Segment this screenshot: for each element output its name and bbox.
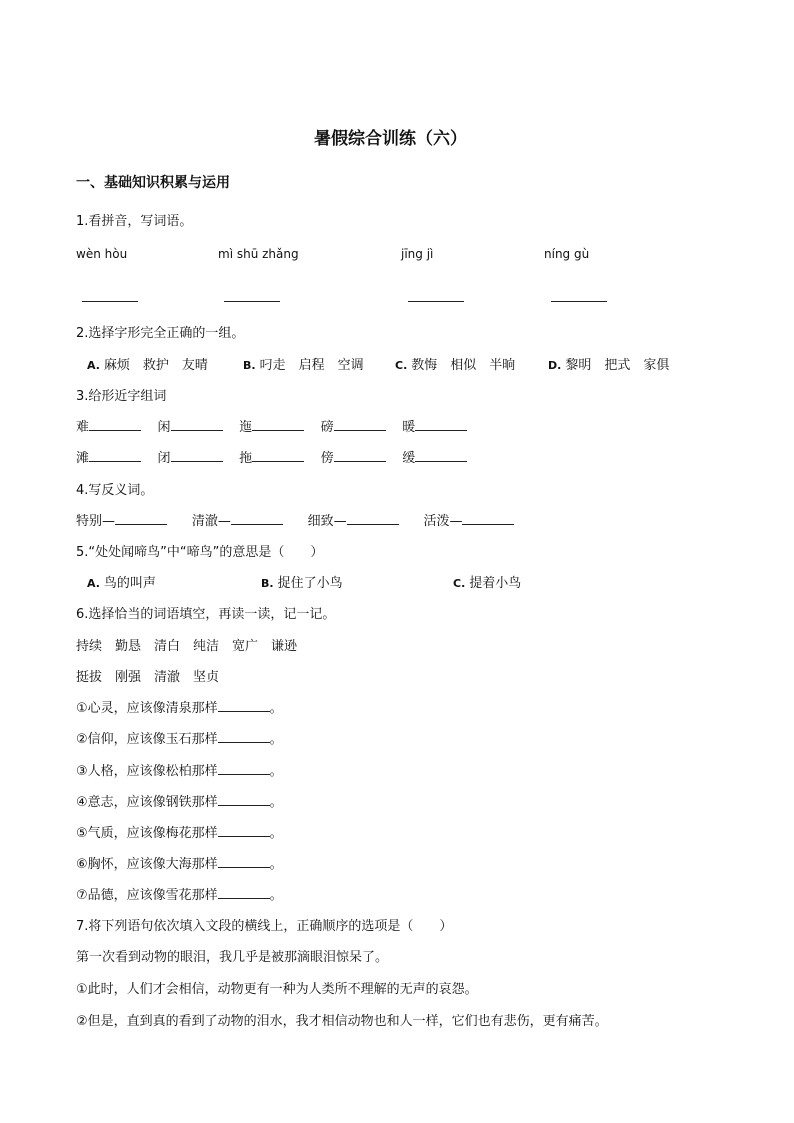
q3-prompt: 3.给形近字组词 [76,389,167,404]
q6-item-4: ④意志，应该像钢铁那样 。 [76,795,283,810]
q2-prompt: 2.选择字形完全正确的一组。 [76,326,245,341]
q3-row-1: 难 闲 迤 磅 暖 [76,416,467,435]
q2-option-b: B. 叼走 启程 空调 [243,358,364,373]
q6-item-6: ⑥胸怀，应该像大海那样 。 [76,857,283,872]
q7-prompt: 7.将下列语句依次填入文段的横线上，正确顺序的选项是（ ） [76,919,453,934]
q6-item-7: ⑦品德，应该像雪花那样 。 [76,888,283,903]
answer-line-1[interactable] [82,301,138,302]
pinyin-1: wèn hòu [76,247,128,261]
answer-line-4[interactable] [551,301,607,302]
q7-sentence-1: ①此时，人们才会相信，动物更有一种为人类所不理解的无声的哀怨。 [76,982,478,997]
q5-option-c: C. 提着小鸟 [453,576,522,591]
q2-option-c: C. 教悔 相似 半晌 [395,358,516,373]
q5-option-b: B. 捉住了小鸟 [261,576,343,591]
q2-option-a: A. 麻烦 救护 友晴 [87,358,208,373]
q6-item-2: ②信仰，应该像玉石那样 。 [76,732,283,747]
pinyin-2: mì shū zhǎng [218,247,299,261]
pinyin-3: jīng jì [401,247,434,261]
q1-prompt: 1.看拼音，写词语。 [76,214,193,229]
q6-word-bank-2: 挺拔 刚强 清澈 坚贞 [76,670,220,685]
answer-line-3[interactable] [408,301,464,302]
q2-option-d: D. 黎明 把式 家俱 [548,358,670,373]
q5-option-a: A. 鸟的叫声 [87,576,156,591]
q6-item-1: ①心灵，应该像清泉那样 。 [76,701,283,716]
q7-sentence-2: ②但是，直到真的看到了动物的泪水，我才相信动物也和人一样，它们也有悲伤，更有痛苦。 [76,1014,608,1029]
q3-row-2: 滩 闭 拖 傍 缓 [76,447,467,466]
q4-prompt: 4.写反义词。 [76,483,154,498]
q6-word-bank-1: 持续 勤恳 清白 纯洁 宽广 谦逊 [76,639,298,654]
q6-item-5: ⑤气质，应该像梅花那样 。 [76,826,283,841]
answer-line-2[interactable] [224,301,280,302]
q7-lead: 第一次看到动物的眼泪，我几乎是被那滴眼泪惊呆了。 [76,950,389,965]
section-heading: 一、基础知识积累与运用 [76,175,230,191]
q5-prompt: 5.“处处闻啼鸟”中“啼鸟”的意思是（ ） [76,545,324,560]
q6-prompt: 6.选择恰当的词语填空，再读一读，记一记。 [76,607,336,622]
q6-item-3: ③人格，应该像松柏那样 。 [76,764,283,779]
page-title: 暑假综合训练（六） [314,129,467,149]
pinyin-4: níng gù [544,247,590,261]
q4-items: 特别— 清澈— 细致— 活泼— [76,510,514,529]
